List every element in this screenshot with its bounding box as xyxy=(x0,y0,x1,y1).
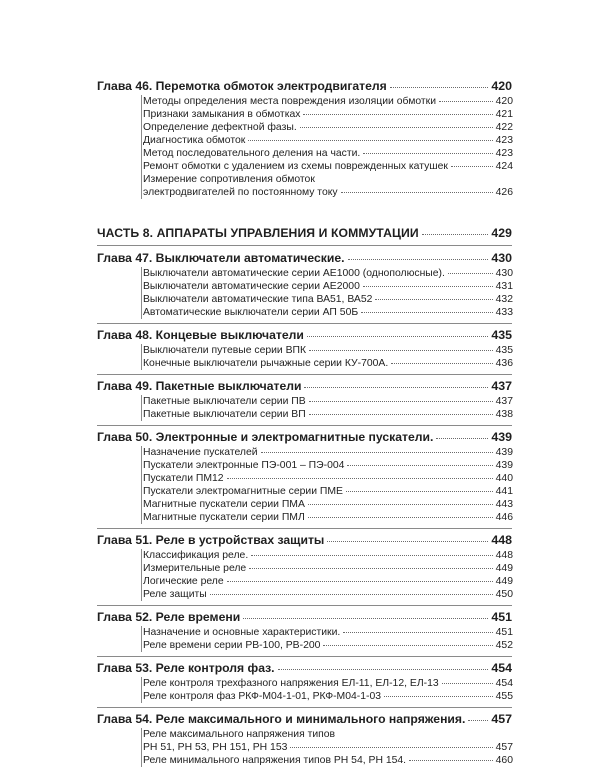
entry-title: Признаки замыкания в обмотках xyxy=(143,109,301,120)
toc-entry[interactable] xyxy=(143,511,513,524)
dot-leader xyxy=(391,363,492,364)
dot-leader xyxy=(346,491,493,492)
entry-title: Глава 49. Пакетные выключатели xyxy=(97,379,302,393)
entry-title: Реле времени серии РВ-100, РВ-200 xyxy=(143,640,321,651)
entry-title: Выключатели путевые серии ВПК xyxy=(143,345,307,356)
page-number: 430 xyxy=(495,268,513,279)
dot-leader xyxy=(390,87,489,88)
page-number: 426 xyxy=(495,187,513,198)
chapter-48 xyxy=(97,327,512,370)
entry-title: Измерительные реле xyxy=(143,563,247,574)
section-list xyxy=(141,549,514,601)
toc-entry[interactable] xyxy=(143,588,513,601)
dot-leader xyxy=(348,259,489,260)
chapter-49 xyxy=(97,378,512,421)
section-list xyxy=(141,626,514,652)
dot-leader xyxy=(375,299,492,300)
dot-leader xyxy=(300,127,493,128)
chapter-46 xyxy=(97,78,512,199)
section-list xyxy=(141,446,514,524)
page-number: 435 xyxy=(495,345,513,356)
entry-title: Глава 46. Перемотка обмоток электродвигателя xyxy=(97,79,387,93)
page-number: 457 xyxy=(491,712,512,726)
toc-entry[interactable] xyxy=(143,677,513,690)
entry-title: Пакетные выключатели серии ВП xyxy=(143,409,306,420)
dot-leader xyxy=(290,747,492,748)
entry-title: Реле минимального напряжения типов РН 54, РН 154. xyxy=(143,755,407,766)
dot-leader xyxy=(308,517,493,518)
table-of-contents xyxy=(97,78,512,767)
page-number: 460 xyxy=(495,755,513,766)
dot-leader xyxy=(210,594,493,595)
section-list xyxy=(141,344,514,370)
page-number: 441 xyxy=(495,486,513,497)
dot-leader xyxy=(227,581,493,582)
dot-leader xyxy=(451,166,493,167)
entry-title: Глава 51. Реле в устройствах защиты xyxy=(97,533,325,547)
toc-entry[interactable] xyxy=(143,408,513,421)
page-number: 440 xyxy=(495,473,513,484)
entry-title: Ремонт обмотки с удалением из схемы поврежденных катушек xyxy=(143,161,448,172)
toc-entry[interactable] xyxy=(143,280,513,293)
dot-leader xyxy=(448,273,493,274)
page-number: 430 xyxy=(491,251,512,265)
dot-leader xyxy=(409,760,493,761)
entry-title: Автоматические выключатели серии АП 50Б xyxy=(143,307,359,318)
toc-entry[interactable] xyxy=(143,306,513,319)
toc-entry[interactable] xyxy=(143,147,513,160)
dot-leader xyxy=(251,555,492,556)
entry-title: Конечные выключатели рычажные серии КУ-700А. xyxy=(143,358,389,369)
page-number: 438 xyxy=(495,409,513,420)
chapter-heading[interactable] xyxy=(97,378,512,394)
page-number: 439 xyxy=(491,430,512,444)
page-number: 457 xyxy=(495,742,513,753)
dot-leader xyxy=(249,568,492,569)
dot-leader xyxy=(347,465,492,466)
entry-title: Глава 47. Выключатели автоматические. xyxy=(97,251,345,265)
toc-entry[interactable] xyxy=(143,357,513,370)
page-number: 437 xyxy=(491,379,512,393)
entry-title: Классификация реле. xyxy=(143,550,249,561)
divider xyxy=(97,323,512,324)
entry-title: Логические реле xyxy=(143,576,224,587)
page-number: 420 xyxy=(491,79,512,93)
divider xyxy=(97,707,512,708)
dot-leader xyxy=(303,114,492,115)
section-list xyxy=(141,395,514,421)
dot-leader xyxy=(323,645,492,646)
toc-entry[interactable] xyxy=(143,459,513,472)
toc-entry[interactable] xyxy=(143,562,513,575)
dot-leader xyxy=(309,414,493,415)
chapter-52 xyxy=(97,609,512,652)
page-number: 433 xyxy=(495,307,513,318)
page-number: 454 xyxy=(495,678,513,689)
dot-leader xyxy=(422,234,489,235)
page-number: 423 xyxy=(495,135,513,146)
chapter-heading[interactable] xyxy=(97,250,512,266)
divider xyxy=(97,605,512,606)
toc-entry[interactable] xyxy=(143,344,513,357)
entry-title: РН 51, РН 53, РН 151, РН 153 xyxy=(143,742,288,753)
toc-entry[interactable] xyxy=(143,108,513,121)
chapter-50 xyxy=(97,429,512,524)
entry-title: Глава 53. Реле контроля фаз. xyxy=(97,661,275,675)
chapter-54 xyxy=(97,711,512,767)
dot-leader xyxy=(439,101,493,102)
entry-title: Выключатели автоматические серии АЕ2000 xyxy=(143,281,360,292)
page-number: 429 xyxy=(491,226,512,240)
entry-title: Диагностика обмоток xyxy=(143,135,246,146)
toc-entry[interactable] xyxy=(143,173,514,199)
toc-entry[interactable] xyxy=(143,472,513,485)
page-number: 450 xyxy=(495,589,513,600)
chapter-heading[interactable] xyxy=(97,429,512,445)
page-number: 455 xyxy=(495,691,513,702)
page-number: 436 xyxy=(495,358,513,369)
section-list xyxy=(141,95,514,199)
dot-leader xyxy=(436,438,488,439)
entry-title: Пускатели электронные ПЭ-001 – ПЭ-004 xyxy=(143,460,345,471)
toc-entry[interactable] xyxy=(143,446,513,459)
dot-leader xyxy=(442,683,493,684)
dot-leader xyxy=(243,618,488,619)
toc-entry[interactable] xyxy=(143,293,513,306)
page-number: 451 xyxy=(495,627,513,638)
dot-leader xyxy=(261,452,493,453)
dot-leader xyxy=(278,669,489,670)
dot-leader xyxy=(307,336,488,337)
toc-entry[interactable] xyxy=(143,160,513,173)
page-number: 452 xyxy=(495,640,513,651)
section-list xyxy=(141,677,514,703)
dot-leader xyxy=(343,632,492,633)
dot-leader xyxy=(468,720,488,721)
chapter-53 xyxy=(97,660,512,703)
toc-entry[interactable] xyxy=(143,690,513,703)
page-number: 432 xyxy=(495,294,513,305)
page-number: 423 xyxy=(495,148,513,159)
entry-title: ЧАСТЬ 8. АППАРАТЫ УПРАВЛЕНИЯ И КОММУТАЦИИ xyxy=(97,226,419,240)
entry-title: Назначение и основные характеристики. xyxy=(143,627,341,638)
entry-title: Глава 50. Электронные и электромагнитные пускатели. xyxy=(97,430,434,444)
page-number: 454 xyxy=(491,661,512,675)
dot-leader xyxy=(363,286,493,287)
chapter-heading[interactable] xyxy=(97,660,512,676)
page-number: 448 xyxy=(495,550,513,561)
dot-leader xyxy=(309,401,493,402)
divider xyxy=(97,425,512,426)
entry-title: Глава 54. Реле максимального и минимального напряжения. xyxy=(97,712,466,726)
dot-leader xyxy=(308,504,493,505)
page-number: 431 xyxy=(495,281,513,292)
divider xyxy=(97,528,512,529)
entry-title: Магнитные пускатели серии ПМЛ xyxy=(143,512,305,523)
chapter-heading[interactable] xyxy=(97,711,512,727)
toc-entry[interactable] xyxy=(143,575,513,588)
entry-title-line: Реле максимального напряжения типов xyxy=(143,729,336,740)
toc-entry[interactable] xyxy=(143,549,513,562)
toc-entry[interactable] xyxy=(143,95,513,108)
toc-entry[interactable] xyxy=(143,395,513,408)
entry-title: Пакетные выключатели серии ПВ xyxy=(143,396,306,407)
dot-leader xyxy=(361,312,492,313)
entry-title: Реле защиты xyxy=(143,589,207,600)
entry-title: Глава 48. Концевые выключатели xyxy=(97,328,304,342)
chapter-heading[interactable] xyxy=(97,609,512,625)
toc-entry[interactable] xyxy=(143,498,513,511)
dot-leader xyxy=(309,350,493,351)
dot-leader xyxy=(363,153,492,154)
page-number: 437 xyxy=(495,396,513,407)
page-number: 448 xyxy=(491,533,512,547)
page-number: 449 xyxy=(495,563,513,574)
entry-title: Пускатели ПМ12 xyxy=(143,473,224,484)
dot-leader xyxy=(304,387,488,388)
entry-title: Пускатели электромагнитные серии ПМЕ xyxy=(143,486,343,497)
section-list xyxy=(141,728,514,767)
toc-entry[interactable] xyxy=(143,134,513,147)
chapter-heading[interactable] xyxy=(97,78,512,94)
page-number: 446 xyxy=(495,512,513,523)
page-number: 439 xyxy=(495,447,513,458)
toc-entry[interactable] xyxy=(143,121,513,134)
dot-leader xyxy=(227,478,493,479)
dot-leader xyxy=(384,696,493,697)
toc-entry[interactable] xyxy=(143,626,513,639)
entry-title: Метод последовательного деления на части. xyxy=(143,148,361,159)
page-number: 422 xyxy=(495,122,513,133)
toc-entry[interactable] xyxy=(143,639,513,652)
divider xyxy=(97,245,512,246)
toc-entry[interactable] xyxy=(143,267,513,280)
chapter-51 xyxy=(97,532,512,601)
chapter-heading[interactable] xyxy=(97,327,512,343)
entry-title: Определение дефектной фазы. xyxy=(143,122,297,133)
entry-title: Магнитные пускатели серии ПМА xyxy=(143,499,305,510)
entry-title: Методы определения места повреждения изоляции обмотки xyxy=(143,96,437,107)
toc-entry[interactable] xyxy=(143,485,513,498)
entry-title: Реле контроля трехфазного напряжения ЕЛ-11, ЕЛ-12, ЕЛ-13 xyxy=(143,678,439,689)
page-number: 421 xyxy=(495,109,513,120)
entry-title: Глава 52. Реле времени xyxy=(97,610,241,624)
entry-title-line: Измерение сопротивления обмоток xyxy=(143,174,315,185)
entry-title: Выключатели автоматические серии АЕ1000 (однополюсные). xyxy=(143,268,445,279)
entry-title: Выключатели автоматические типа ВА51, ВА52 xyxy=(143,294,373,305)
page-number: 435 xyxy=(491,328,512,342)
page-number: 451 xyxy=(491,610,512,624)
toc-entry[interactable] xyxy=(143,754,513,767)
dot-leader xyxy=(248,140,492,141)
entry-title: Назначение пускателей xyxy=(143,447,258,458)
page-number: 420 xyxy=(495,96,513,107)
dot-leader xyxy=(327,541,488,542)
dot-leader xyxy=(341,192,493,193)
chapter-heading[interactable] xyxy=(97,532,512,548)
page-number: 439 xyxy=(495,460,513,471)
toc-entry[interactable] xyxy=(143,728,514,754)
entry-title: Реле контроля фаз РКФ-М04-1-01, РКФ-М04-1-03 xyxy=(143,691,382,702)
page-number: 449 xyxy=(495,576,513,587)
page-number: 443 xyxy=(495,499,513,510)
section-list xyxy=(141,267,514,319)
divider xyxy=(97,656,512,657)
entry-title: электродвигателей по постоянному току xyxy=(143,187,338,198)
chapter-47 xyxy=(97,250,512,319)
divider xyxy=(97,374,512,375)
part-heading[interactable] xyxy=(97,225,512,241)
page-number: 424 xyxy=(495,161,513,172)
